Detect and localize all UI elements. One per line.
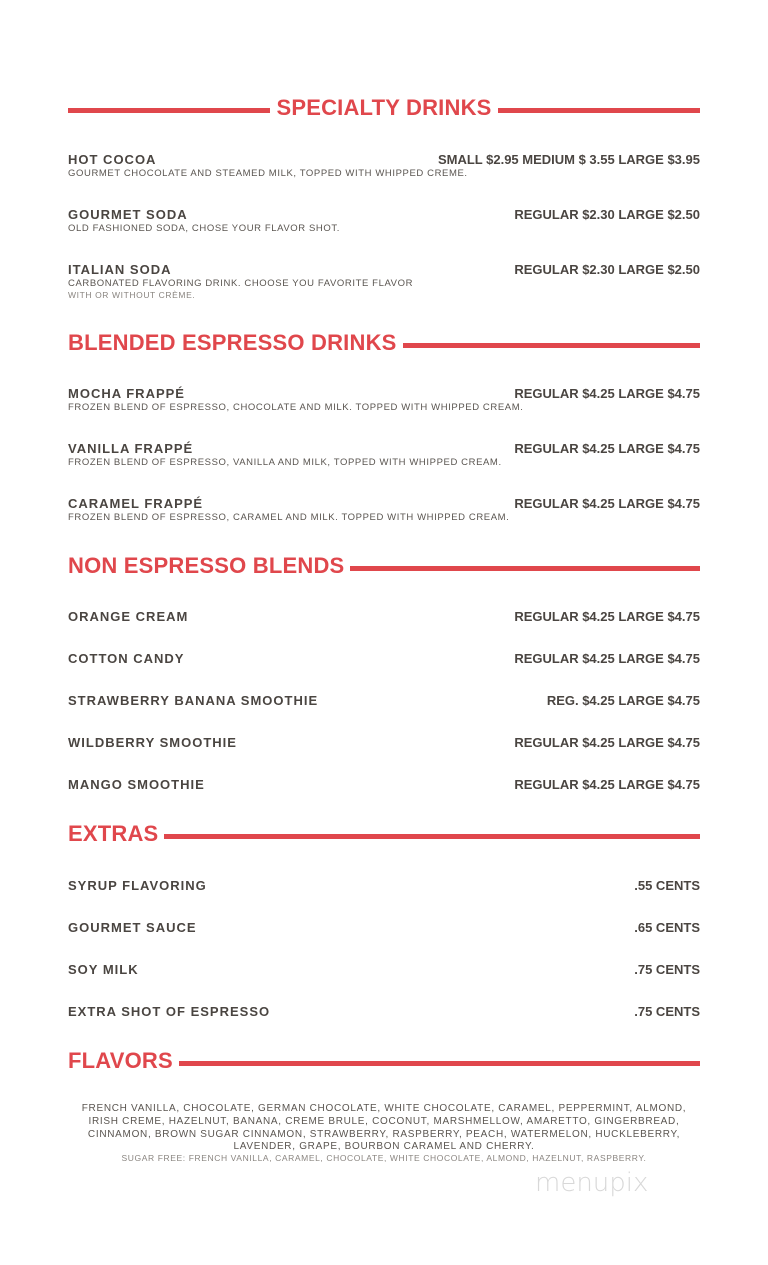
item-name: MANGO SMOOTHIE [68,777,205,792]
section-header [68,820,700,848]
item-price: .75 CENTS [634,962,700,977]
item-price: .75 CENTS [634,1004,700,1019]
item-description: GOURMET CHOCOLATE AND STEAMED MILK, TOPPED WITH WHIPPED CREME. [68,168,468,179]
section-title: NON ESPRESSO BLENDS [68,553,345,578]
item-description: FROZEN BLEND OF ESPRESSO, VANILLA AND MILK, TOPPED WITH WHIPPED CREAM. [68,457,502,468]
item-price: .65 CENTS [634,920,700,935]
item-name: CARAMEL FRAPPÉ [68,496,204,511]
item-name: SYRUP FLAVORING [68,878,207,893]
sugar-free-flavors: SUGAR FREE: FRENCH VANILLA, CARAMEL, CHOCOLATE, WHITE CHOCOLATE, ALMOND, HAZELNUT, RASPBERRY. [121,1153,647,1163]
item-description: OLD FASHIONED SODA, CHOSE YOUR FLAVOR SHOT. [68,223,340,234]
item-name: ORANGE CREAM [68,609,189,624]
item-name: SOY MILK [68,962,139,977]
section-header [68,94,700,122]
section-title: SPECIALTY DRINKS [276,95,492,120]
section-header [68,329,700,357]
item-description: FROZEN BLEND OF ESPRESSO, CHOCOLATE AND MILK. TOPPED WITH WHIPPED CREAM. [68,402,524,413]
item-price: REGULAR $4.25 LARGE $4.75 [514,441,700,456]
item-name: COTTON CANDY [68,651,185,666]
item-price: REGULAR $2.30 LARGE $2.50 [514,207,700,222]
watermark-logo: menupix [535,1168,649,1198]
item-price: REGULAR $4.25 LARGE $4.75 [514,386,700,401]
item-price: REGULAR $4.25 LARGE $4.75 [514,735,700,750]
item-name: HOT COCOA [68,152,157,167]
item-name: WILDBERRY SMOOTHIE [68,735,237,750]
flavors-list: FRENCH VANILLA, CHOCOLATE, GERMAN CHOCOLATE, WHITE CHOCOLATE, CARAMEL, PEPPERMINT, ALMOND, IRISH CREME, HAZELNUT, BANANA, CREME BRULE, COCONUT, MARSHMELLOW, AMARETTO, GINGERBREAD, CINNAMON, BROWN SUGAR CINNAMON, STRAWBERRY, RASPBERRY, PEACH, WATERMELON, HUCKLEBERRY, LAVENDER, GRAPE, BOURBON CARAMEL AND CHERRY. [81,1103,687,1153]
item-price: REGULAR $4.25 LARGE $4.75 [514,609,700,624]
item-name: GOURMET SAUCE [68,920,197,935]
item-price: .55 CENTS [634,878,700,893]
item-price: REG. $4.25 LARGE $4.75 [546,693,700,708]
section-title: BLENDED ESPRESSO DRINKS [68,330,397,355]
item-price: SMALL $2.95 MEDIUM $ 3.55 LARGE $3.95 [437,152,700,167]
divider-line [350,566,700,571]
section-title: FLAVORS [68,1048,173,1073]
item-price: REGULAR $4.25 LARGE $4.75 [514,496,700,511]
item-price: REGULAR $2.30 LARGE $2.50 [514,262,700,277]
item-name: ITALIAN SODA [68,262,172,277]
item-price: REGULAR $4.25 LARGE $4.75 [514,777,700,792]
divider-line [179,1061,700,1066]
section-header [68,552,700,580]
item-name: VANILLA FRAPPÉ [68,441,194,456]
section-title: EXTRAS [68,821,159,846]
item-description: CARBONATED FLAVORING DRINK. CHOOSE YOU FAVORITE FLAVOR [68,278,414,289]
item-name: MOCHA FRAPPÉ [68,386,185,401]
divider-line [498,108,700,113]
item-price: REGULAR $4.25 LARGE $4.75 [514,651,700,666]
item-description: FROZEN BLEND OF ESPRESSO, CARAMEL AND MILK. TOPPED WITH WHIPPED CREAM. [68,512,510,523]
item-name: STRAWBERRY BANANA SMOOTHIE [68,693,319,708]
item-description-note: WITH OR WITHOUT CRÈME. [68,290,196,300]
section-header [68,1047,700,1075]
divider-line [68,108,270,113]
item-name: EXTRA SHOT OF ESPRESSO [68,1004,271,1019]
item-name: GOURMET SODA [68,207,188,222]
divider-line [164,834,700,839]
divider-line [403,343,700,348]
